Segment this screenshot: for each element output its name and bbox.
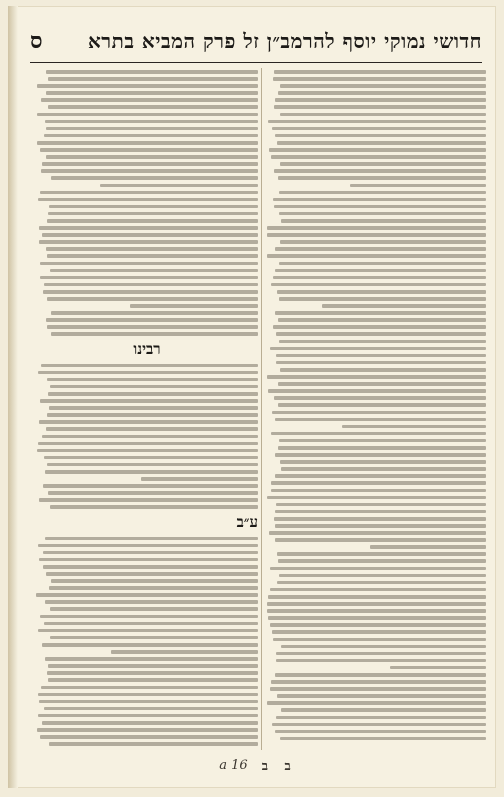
text-line xyxy=(280,84,486,88)
text-line xyxy=(40,735,258,739)
text-line xyxy=(46,70,258,74)
text-line xyxy=(276,659,486,663)
text-line xyxy=(40,615,258,619)
text-line xyxy=(278,403,486,407)
text-line xyxy=(274,517,486,521)
text-line xyxy=(280,240,487,244)
text-line xyxy=(274,205,486,209)
text-line xyxy=(276,361,486,365)
text-line xyxy=(47,219,258,223)
text-line xyxy=(38,371,259,375)
text-line xyxy=(274,396,486,400)
text-line xyxy=(267,233,487,237)
text-line xyxy=(267,609,486,613)
text-line xyxy=(42,435,258,439)
text-line xyxy=(279,212,486,216)
text-line xyxy=(267,496,486,500)
text-line xyxy=(38,544,258,548)
text-line xyxy=(50,505,258,509)
text-line xyxy=(277,290,486,294)
text-line xyxy=(267,602,487,606)
text-line xyxy=(277,552,486,556)
text-line xyxy=(48,392,258,396)
page xyxy=(8,6,496,788)
text-line xyxy=(51,311,258,315)
text-line xyxy=(273,198,486,202)
text-line xyxy=(278,559,486,563)
text-line xyxy=(279,439,486,443)
text-line xyxy=(281,467,486,471)
text-line xyxy=(50,636,258,640)
text-line xyxy=(273,77,486,81)
text-line xyxy=(270,567,486,571)
text-line xyxy=(276,716,486,720)
text-line xyxy=(39,498,258,502)
text-line xyxy=(276,332,486,336)
text-line xyxy=(39,226,259,230)
text-line xyxy=(276,354,486,358)
text-line xyxy=(281,708,486,712)
text-line xyxy=(39,700,258,704)
text-line xyxy=(130,304,258,308)
text-line xyxy=(44,283,258,287)
text-line xyxy=(45,537,258,541)
column-gutter xyxy=(261,68,262,750)
text-line xyxy=(46,127,258,131)
text-line xyxy=(48,664,258,668)
text-line xyxy=(41,686,258,690)
text-line xyxy=(277,581,486,585)
text-line xyxy=(46,247,258,251)
text-line xyxy=(50,607,258,611)
text-line xyxy=(272,127,486,131)
text-line xyxy=(50,269,258,273)
text-line xyxy=(270,623,486,627)
text-line xyxy=(46,572,258,576)
text-line xyxy=(275,730,486,734)
text-line xyxy=(42,643,258,647)
text-line xyxy=(275,474,486,478)
text-line xyxy=(271,155,486,159)
text-line xyxy=(38,629,258,633)
text-line xyxy=(46,427,258,431)
text-line xyxy=(48,212,258,216)
text-line xyxy=(278,91,486,95)
text-line xyxy=(269,531,487,535)
text-line xyxy=(275,673,486,677)
text-line xyxy=(45,470,259,474)
text-line xyxy=(280,368,486,372)
text-line xyxy=(42,162,258,166)
text-line xyxy=(280,113,486,117)
text-line xyxy=(49,742,258,746)
text-line xyxy=(46,91,258,95)
text-line xyxy=(47,378,258,382)
text-line xyxy=(278,318,486,322)
text-line xyxy=(279,340,486,344)
text-line xyxy=(267,254,486,258)
text-line xyxy=(46,318,258,322)
text-line xyxy=(279,191,486,195)
text-line xyxy=(141,477,258,481)
left-column-block-a xyxy=(36,70,258,336)
text-line xyxy=(275,134,486,138)
text-line xyxy=(38,693,258,697)
text-line xyxy=(49,406,259,410)
text-line xyxy=(370,545,486,549)
text-line xyxy=(275,418,486,422)
text-line xyxy=(40,399,258,403)
text-line xyxy=(46,155,258,159)
text-line xyxy=(277,141,486,145)
text-line xyxy=(275,510,486,514)
text-line xyxy=(51,332,258,336)
text-line xyxy=(280,460,486,464)
text-line xyxy=(275,98,486,102)
text-line xyxy=(38,714,258,718)
text-line xyxy=(272,630,487,634)
text-line xyxy=(267,375,486,379)
page-header xyxy=(30,26,482,56)
text-line xyxy=(268,616,486,620)
text-line xyxy=(40,191,258,195)
text-line xyxy=(277,694,486,698)
binding-shadow xyxy=(8,6,18,788)
page-footer xyxy=(158,758,358,782)
text-line xyxy=(48,678,258,682)
text-line xyxy=(272,723,486,727)
left-text-column xyxy=(36,70,258,750)
text-line xyxy=(275,453,487,457)
text-line xyxy=(47,254,258,258)
text-line xyxy=(268,389,486,393)
left-column-block-c xyxy=(36,537,258,746)
text-line xyxy=(47,671,259,675)
text-line xyxy=(42,721,258,725)
text-line xyxy=(38,198,258,202)
text-line xyxy=(275,269,486,273)
text-line xyxy=(44,622,258,626)
text-line xyxy=(48,77,258,81)
text-line xyxy=(47,463,258,467)
text-line xyxy=(322,304,486,308)
text-line xyxy=(37,113,258,117)
text-line xyxy=(45,657,258,661)
text-line xyxy=(111,650,259,654)
right-text-column xyxy=(266,70,486,750)
text-line xyxy=(275,524,486,528)
text-line xyxy=(279,297,486,301)
text-line xyxy=(40,148,258,152)
text-line xyxy=(44,707,258,711)
text-line xyxy=(268,120,486,124)
text-line xyxy=(281,219,486,223)
text-line xyxy=(271,680,486,684)
running-title: חדושי נמוקי יוסף להרמב״ן זל פרק המביא בתרא xyxy=(87,28,482,53)
text-line xyxy=(267,226,486,230)
text-line xyxy=(47,325,258,329)
text-line xyxy=(273,325,486,329)
text-line xyxy=(39,240,258,244)
text-line xyxy=(271,481,486,485)
text-line xyxy=(48,105,258,109)
text-line xyxy=(39,558,258,562)
text-line xyxy=(269,148,486,152)
text-line xyxy=(45,600,258,604)
text-line xyxy=(38,442,258,446)
text-line xyxy=(270,588,486,592)
text-line xyxy=(275,247,486,251)
text-line xyxy=(41,98,258,102)
text-line xyxy=(39,420,258,424)
text-line xyxy=(44,456,259,460)
text-line xyxy=(276,503,486,507)
text-line xyxy=(278,176,486,180)
text-line xyxy=(42,233,258,237)
text-line xyxy=(275,538,487,542)
text-line xyxy=(281,645,486,649)
text-line xyxy=(272,411,486,415)
text-line xyxy=(271,283,486,287)
text-line xyxy=(40,276,258,280)
text-line xyxy=(279,574,486,578)
text-line xyxy=(279,262,487,266)
text-line xyxy=(49,205,258,209)
text-line xyxy=(47,297,258,301)
text-line xyxy=(41,364,258,368)
text-line xyxy=(45,120,258,124)
text-line xyxy=(50,385,258,389)
text-line xyxy=(43,484,259,488)
text-line xyxy=(271,489,486,493)
text-line xyxy=(100,184,258,188)
lead-word-1: רבינו xyxy=(133,339,161,358)
text-line xyxy=(274,70,486,74)
text-line xyxy=(267,701,486,705)
text-line xyxy=(41,169,258,173)
text-line xyxy=(270,687,486,691)
text-line xyxy=(271,432,486,436)
text-line xyxy=(36,593,258,597)
text-line xyxy=(37,449,258,453)
text-line xyxy=(342,425,486,429)
text-line xyxy=(270,347,487,351)
text-line xyxy=(51,579,258,583)
lead-word-2: ע״ב xyxy=(236,512,258,531)
text-line xyxy=(274,169,486,173)
text-line xyxy=(390,666,486,670)
text-line xyxy=(37,84,258,88)
page-letter: ס xyxy=(30,28,43,54)
text-line xyxy=(47,413,259,417)
text-line xyxy=(43,551,258,555)
text-line xyxy=(51,176,258,180)
signature-mark: ב ב xyxy=(261,759,297,774)
text-line xyxy=(273,276,486,280)
text-line xyxy=(43,565,258,569)
text-line xyxy=(276,652,486,656)
text-line xyxy=(274,105,486,109)
text-line xyxy=(268,595,486,599)
left-column-block-b xyxy=(36,364,258,509)
header-rule xyxy=(30,62,482,63)
text-line xyxy=(49,586,258,590)
text-line xyxy=(273,638,486,642)
leaf-number: 16 a xyxy=(219,758,248,773)
text-line xyxy=(278,446,486,450)
text-line xyxy=(278,382,486,386)
text-line xyxy=(37,728,258,732)
text-line xyxy=(280,162,486,166)
text-line xyxy=(350,184,486,188)
text-line xyxy=(37,141,258,145)
text-line xyxy=(280,737,486,741)
text-line xyxy=(275,311,487,315)
text-line xyxy=(48,491,259,495)
text-line xyxy=(44,134,258,138)
text-line xyxy=(40,262,258,266)
text-line xyxy=(43,290,258,294)
